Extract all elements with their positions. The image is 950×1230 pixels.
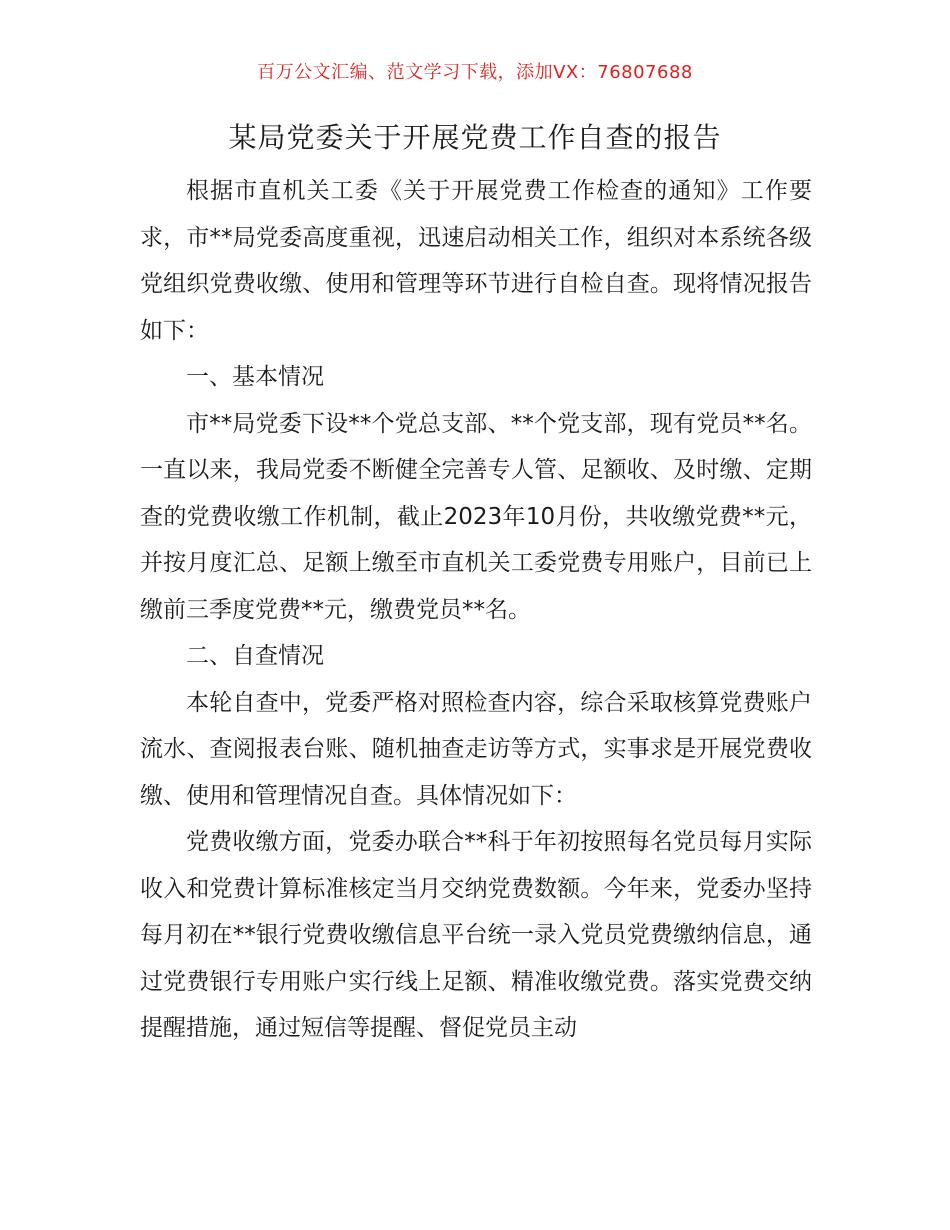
section-heading-basic: 一、基本情况 [186, 364, 324, 390]
watermark-banner: 百万公文汇编、范文学习下载，添加VX：76807688 [257, 62, 693, 83]
document-body [140, 168, 812, 1052]
paragraph-intro: 根据市直机关工委《关于开展党费工作检查的通知》工作要求，市**局党委高度重视，迅速启动相关工作，组织对本系统各级党组织党费收缴、使用和管理等环节进行自检自查。现将情况报告如下： [140, 178, 812, 344]
document-title: 某局党委关于开展党费工作自查的报告 [228, 121, 722, 154]
paragraph-basic-info: 市**局党委下设**个党总支部、**个党支部，现有党员**名。一直以来，我局党委不断健全完善专人管、足额收、及时缴、定期查的党费收缴工作机制，截止2023年10月份，共收缴党费**元，并按月度汇总、足额上缴至市直机关工委党费专用账户，目前已上缴前三季度党费**元，缴费党员**名。 [140, 410, 812, 623]
paragraph-collection: 党费收缴方面，党委办联合**科于年初按照每名党员每月实际收入和党费计算标准核定当月交纳党费数额。今年来，党委办坚持每月初在**银行党费收缴信息平台统一录入党员党费缴纳信息，通过党费银行专用账户实行线上足额、精准收缴党费。落实党费交纳提醒措施，通过短信等提醒、督促党员主动 [140, 829, 812, 1041]
paragraph-selfcheck: 本轮自查中，党委严格对照检查内容，综合采取核算党费账户流水、查阅报表台账、随机抽查走访等方式，实事求是开展党费收缴、使用和管理情况自查。具体情况如下： [140, 689, 812, 809]
section-heading-selfcheck: 二、自查情况 [186, 643, 324, 669]
